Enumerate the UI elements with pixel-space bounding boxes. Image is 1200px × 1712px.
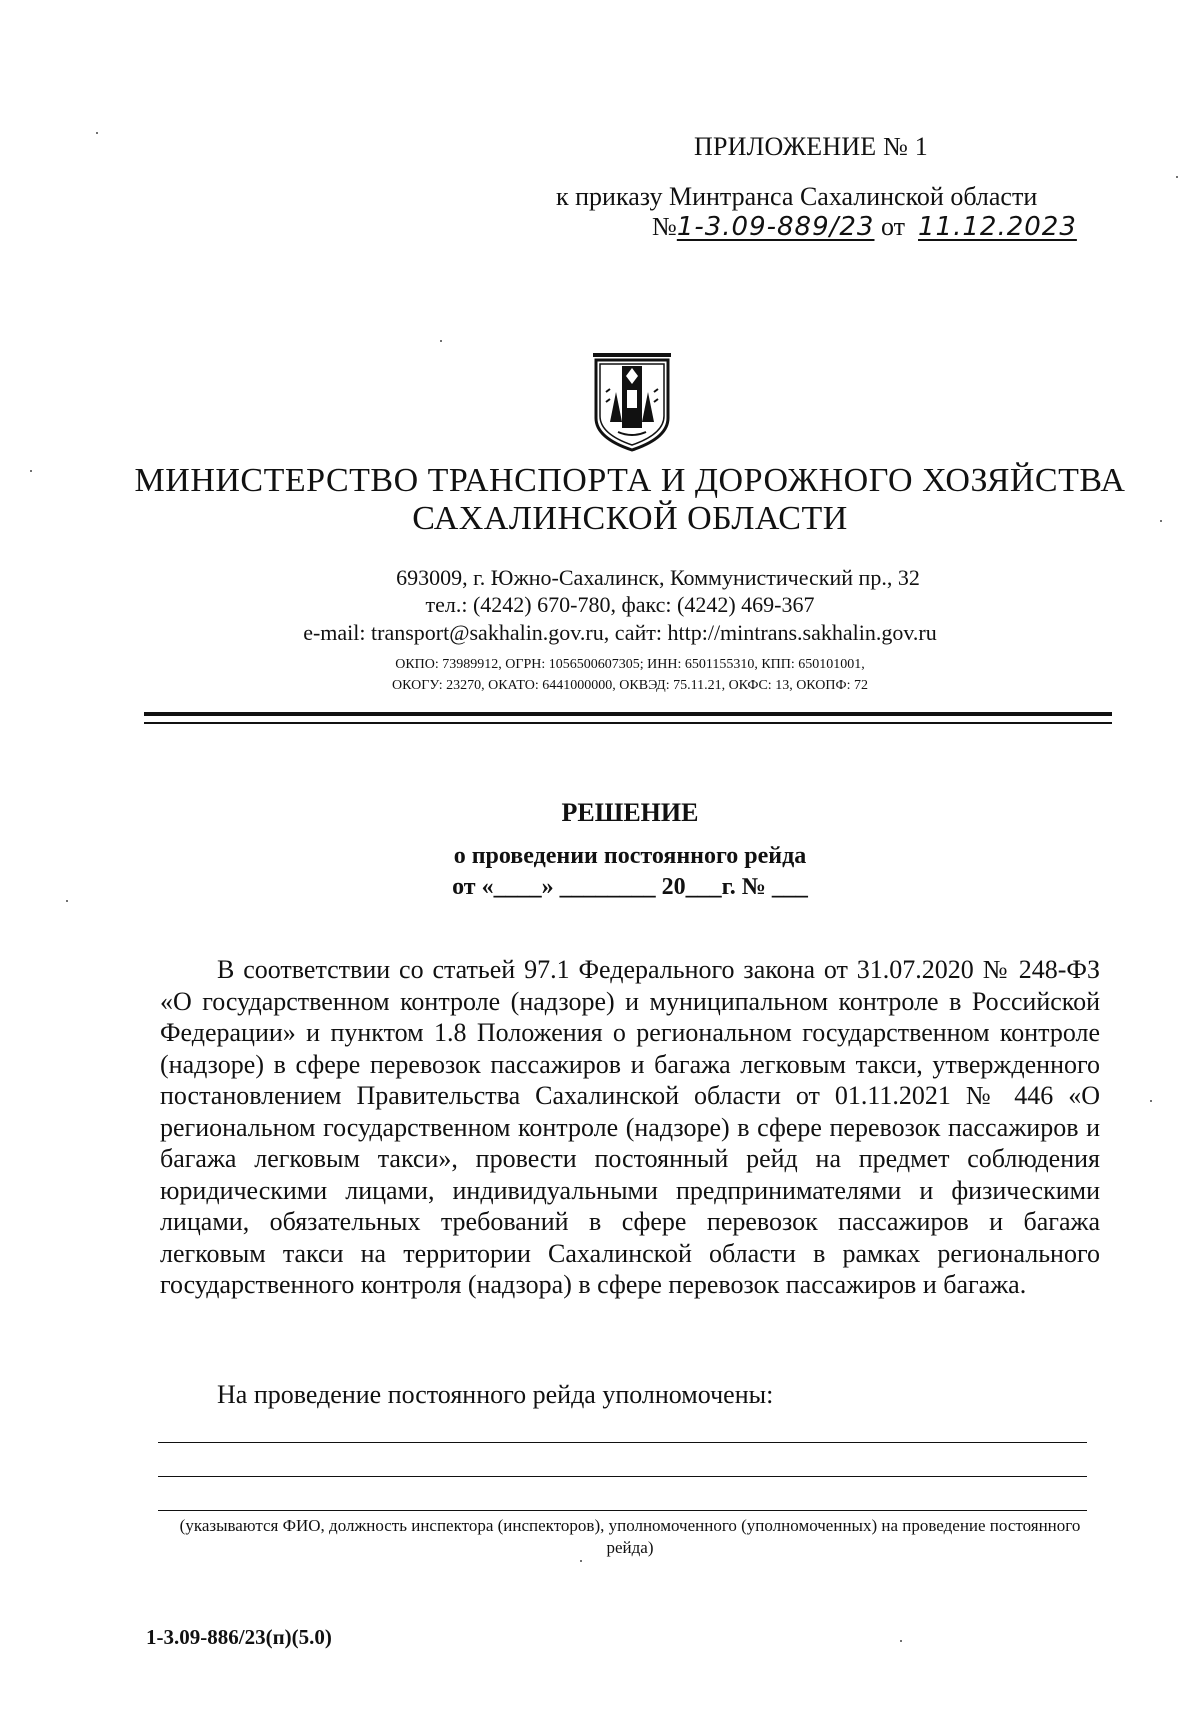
scan-speck: [66, 900, 68, 902]
decision-subtitle: о проведении постоянного рейда: [453, 843, 807, 869]
ministry-phones: тел.: (4242) 670-780, факс: (4242) 469-367: [425, 592, 815, 617]
coat-of-arms-icon: [592, 352, 672, 454]
scan-speck: [1160, 520, 1162, 522]
scan-speck: [440, 340, 442, 342]
handwritten-order-number: 1-3.09-889/23: [676, 212, 875, 242]
number-prefix: №: [652, 212, 677, 241]
ministry-name-line2: САХАЛИНСКОЙ ОБЛАСТИ: [412, 500, 848, 537]
fill-in-line: [158, 1442, 1087, 1443]
ministry-codes-line2: ОКОГУ: 23270, ОКАТО: 6441000000, ОКВЭД: 75.11.21, ОКФС: 13, ОКОПФ: 72: [392, 678, 868, 693]
fill-in-hint: (указываются ФИО, должность инспектора (инспекторов), уполномоченного (уполномоченных) на проведение постоянного рейда): [179, 1516, 1081, 1557]
fill-in-line: [158, 1510, 1087, 1511]
appendix-number-line: [652, 212, 1077, 242]
ministry-codes-line1: ОКПО: 73989912, ОГРН: 1056500607305; ИНН: 6501155310, КПП: 650101001,: [395, 657, 865, 672]
ministry-name-line1: МИНИСТЕРСТВО ТРАНСПОРТА И ДОРОЖНОГО ХОЗЯЙСТВА: [134, 462, 1126, 499]
ministry-address: 693009, г. Южно-Сахалинск, Коммунистический пр., 32: [396, 565, 920, 590]
date-prefix: от: [880, 212, 906, 241]
appendix-title: ПРИЛОЖЕНИЕ № 1: [694, 132, 928, 161]
scan-speck: [96, 132, 98, 134]
appendix-order-ref: к приказу Минтранса Сахалинской области: [556, 182, 1038, 211]
decision-date-line: от «____» ________ 20___г. № ___: [452, 874, 808, 900]
header-rule-thin: [144, 722, 1112, 724]
scan-speck: [900, 1640, 902, 1642]
ministry-contacts: e-mail: transport@sakhalin.gov.ru, сайт: http://mintrans.sakhalin.gov.ru: [303, 620, 937, 645]
scan-speck: [1176, 176, 1178, 178]
fill-in-line: [158, 1476, 1087, 1477]
decision-title: РЕШЕНИЕ: [561, 798, 699, 827]
authorized-heading: На проведение постоянного рейда уполномочены:: [217, 1380, 774, 1409]
body-paragraph: В соответствии со статьей 97.1 Федерального закона от 31.07.2020 № 248-ФЗ «О государственном контроле (надзоре) и муниципальном контроле в Российской Федерации» и пунктом 1.8 Положения о региональном государственном контроле (надзоре) в сфере перевозок пассажиров и багажа легковым такси, утвержденного постановлением Правительства Сахалинской области от 01.11.2021 № 446 «О региональном государственном контроле (надзоре) в сфере перевозок пассажиров и багажа легковым такси», провести постоянный рейд на предмет соблюдения юридическими лицами, индивидуальными предпринимателями и физическими лицами, обязательных требований в сфере перевозок пассажиров и багажа легковым такси на территории Сахалинской области в рамках регионального государственного контроля (надзора) в сфере перевозок пассажиров и багажа.: [160, 955, 1100, 1299]
scan-speck: [1150, 1100, 1152, 1102]
scan-speck: [580, 1560, 582, 1562]
header-rule-thick: [144, 712, 1112, 716]
scan-speck: [30, 470, 32, 472]
handwritten-order-date: 11.12.2023: [918, 212, 1077, 242]
document-code: 1-3.09-886/23(п)(5.0): [146, 1625, 332, 1649]
